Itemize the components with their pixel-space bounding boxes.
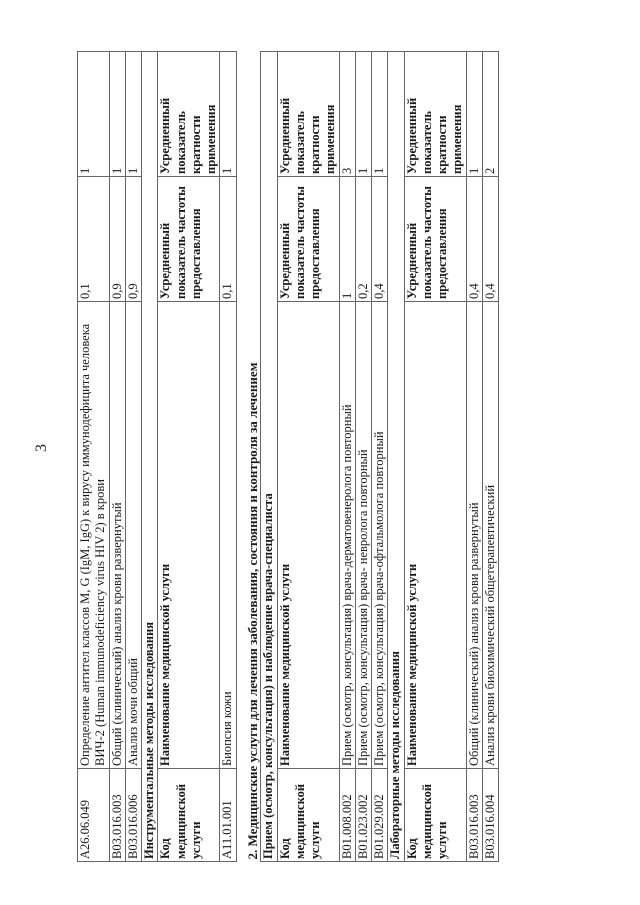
name-cell: Общий (клинический) анализ крови развернутый xyxy=(109,302,125,769)
header-row xyxy=(404,52,466,862)
name-cell: Определение антител классов M, G (IgM, IgG) к вирусу иммунодефицита человека ВИЧ-2 (Human immunodeficiency virus HIV 2) в крови xyxy=(78,302,110,769)
header-freq: Усредненный показатель частоты предоставления xyxy=(277,177,339,302)
header-freq: Усредненный показатель частоты предоставления xyxy=(158,177,220,302)
mult-cell: 1 xyxy=(372,52,388,177)
table-row xyxy=(355,52,371,862)
mult-cell: 1 xyxy=(220,52,236,177)
header-mult: Усредненный показатель кратности применения xyxy=(277,52,339,177)
section-laboratory: Лабораторные методы исследования xyxy=(388,52,404,862)
header-row xyxy=(277,52,339,862)
mult-cell: 1 xyxy=(109,52,125,177)
table-row xyxy=(466,52,482,862)
mult-cell: 2 xyxy=(482,52,498,177)
mult-cell: 3 xyxy=(339,52,355,177)
header-code: Код медицинской услуги xyxy=(404,769,466,862)
section2-row xyxy=(243,52,261,862)
name-cell: Прием (осмотр, консультация) врача- невролога повторный xyxy=(355,302,371,769)
mult-cell: 1 xyxy=(125,52,141,177)
freq-cell: 0,9 xyxy=(109,177,125,302)
code-cell: A11.01.001 xyxy=(220,769,236,862)
header-name: Наименование медицинской услуги xyxy=(404,302,466,769)
code-cell: B01.023.002 xyxy=(355,769,371,862)
section-reception: Прием (осмотр, консультация) и наблюдение врача-специалиста xyxy=(261,52,277,862)
mult-cell: 1 xyxy=(466,52,482,177)
services-table xyxy=(77,51,499,862)
table-row xyxy=(372,52,388,862)
header-name: Наименование медицинской услуги xyxy=(277,302,339,769)
header-code: Код медицинской услуги xyxy=(277,769,339,862)
freq-cell: 0,2 xyxy=(355,177,371,302)
name-cell: Общий (клинический) анализ крови развернутый xyxy=(466,302,482,769)
mult-cell: 1 xyxy=(355,52,371,177)
name-cell: Биопсия кожи xyxy=(220,302,236,769)
code-cell: B03.016.004 xyxy=(482,769,498,862)
table-row xyxy=(220,52,236,862)
header-name: Наименование медицинской услуги xyxy=(158,302,220,769)
code-cell: B01.008.002 xyxy=(339,769,355,862)
name-cell: Анализ мочи общий xyxy=(125,302,141,769)
header-row xyxy=(158,52,220,862)
header-mult: Усредненный показатель кратности применения xyxy=(404,52,466,177)
section-row xyxy=(261,52,277,862)
freq-cell: 0,1 xyxy=(220,177,236,302)
section2-title: 2. Медицинские услуги для лечения заболевания, состояния и контроля за лечением xyxy=(244,362,260,860)
freq-cell: 0,4 xyxy=(372,177,388,302)
name-cell: Прием (осмотр, консультация) врача-дерматовенеролога повторный xyxy=(339,302,355,769)
freq-cell: 0,1 xyxy=(78,177,110,302)
header-mult: Усредненный показатель кратности применения xyxy=(158,52,220,177)
section-instrumental: Инструментальные методы исследования xyxy=(142,52,158,862)
code-cell: A26.06.049 xyxy=(78,769,110,862)
table-row xyxy=(482,52,498,862)
code-cell: B03.016.003 xyxy=(109,769,125,862)
section-row xyxy=(388,52,404,862)
section-row xyxy=(142,52,158,862)
code-cell: B03.016.003 xyxy=(466,769,482,862)
table-row xyxy=(78,52,110,862)
table-row xyxy=(339,52,355,862)
mult-cell: 1 xyxy=(78,52,110,177)
table-row xyxy=(109,52,125,862)
freq-cell: 1 xyxy=(339,177,355,302)
freq-cell: 0,4 xyxy=(466,177,482,302)
freq-cell: 0,9 xyxy=(125,177,141,302)
header-freq: Усредненный показатель частоты предоставления xyxy=(404,177,466,302)
page-number: 3 xyxy=(33,444,50,452)
table-row xyxy=(125,52,141,862)
header-code: Код медицинской услуги xyxy=(158,769,220,862)
code-cell: B01.029.002 xyxy=(372,769,388,862)
name-cell: Анализ крови биохимический общетерапевтический xyxy=(482,302,498,769)
rotated-page xyxy=(77,52,597,862)
name-cell: Прием (осмотр, консультация) врача-офтальмолога повторный xyxy=(372,302,388,769)
code-cell: B03.016.006 xyxy=(125,769,141,862)
freq-cell: 0,4 xyxy=(482,177,498,302)
